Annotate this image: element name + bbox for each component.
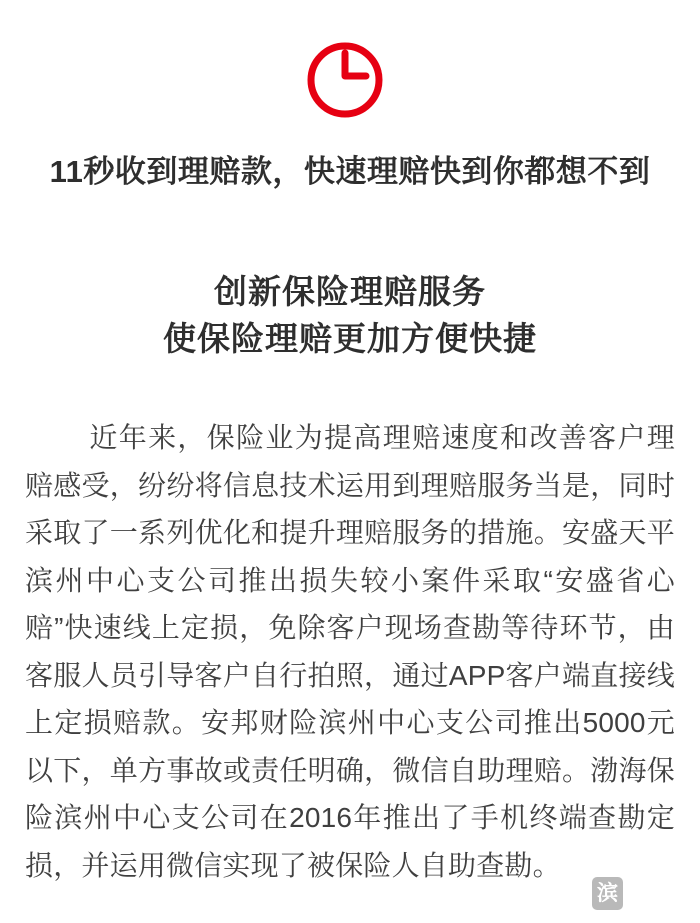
watermark-badge	[592, 877, 623, 910]
article-paragraph: 近年来，保险业为提高理赔速度和改善客户理赔感受，纷纷将信息技术运用到理赔服务当是，同时采取了一系列优化和提升理赔服务的措施。安盛天平滨州中心支公司推出损失较小案件采取“安盛省心赔”快速线上定损，免除客户现场查勘等待环节，由客服人员引导客户自行拍照，通过APP客户端直接线上定损赔款。安邦财险滨州中心支公司推出5000元以下，单方事故或责任明确，微信自助理赔。渤海保险滨州中心支公司在2016年推出了手机终端查勘定损，并运用微信实现了被保险人自助查勘。	[25, 422, 675, 881]
subtitle-line-2: 使保险理赔更加方便快捷	[163, 320, 537, 357]
article-subtitle	[0, 268, 700, 362]
subtitle-line-1: 创新保险理赔服务	[214, 273, 486, 310]
article-headline: 11秒收到理赔款，快速理赔快到你都想不到	[49, 154, 651, 189]
watermark-text: 滨	[597, 882, 618, 905]
clock-icon	[307, 42, 383, 118]
